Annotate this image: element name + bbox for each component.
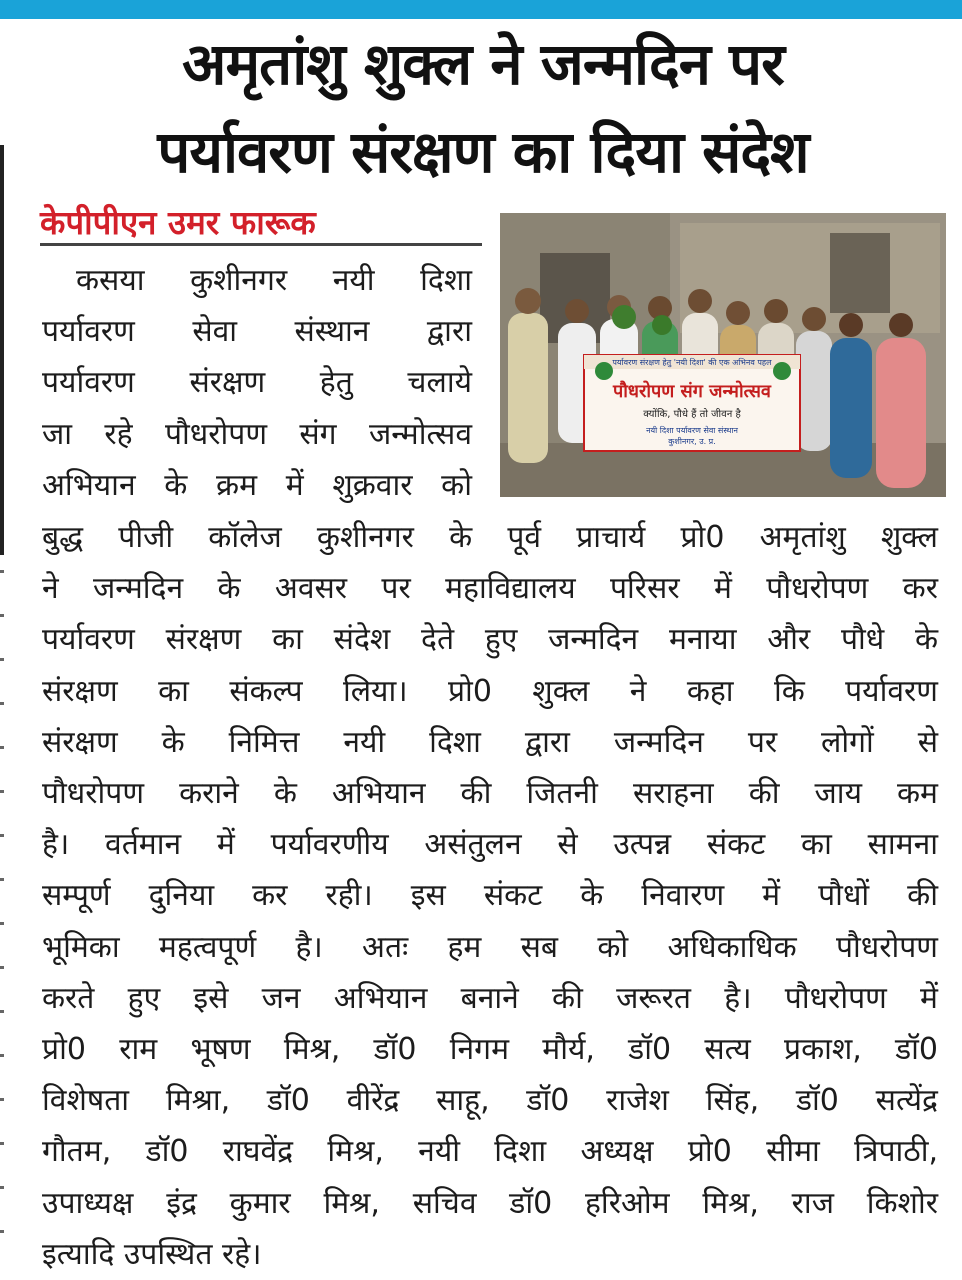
article-line: पर्यावरण संरक्षण का संदेश देते हुए जन्मदिन मनाया और पौधे के [42, 622, 938, 658]
campaign-banner [584, 355, 800, 451]
article-line: अभियान के क्रम में शुक्रवार को [42, 467, 472, 503]
article-line: गौतम, डॉ0 राघवेंद्र मिश्र, नयी दिशा अध्यक्ष प्रो0 सीमा त्रिपाठी, [42, 1134, 938, 1170]
photo-illustration [500, 213, 946, 497]
banner-logo-icon [595, 362, 613, 380]
dotted-column-rule [0, 570, 4, 1270]
article-line: संरक्षण का संकल्प लिया। प्रो0 शुक्ल ने कहा कि पर्यावरण [42, 673, 938, 709]
column-rule [0, 145, 4, 555]
article-line: बुद्ध पीजी कॉलेज कुशीनगर के पूर्व प्राचार्य प्रो0 अमृतांशु शुक्ल [42, 520, 938, 555]
article-line: पौधरोपण कराने के अभियान की जितनी सराहना की जाय कम [42, 776, 938, 812]
article-body [42, 512, 938, 1280]
banner-logo-icon [773, 362, 791, 380]
article-intro-column [42, 255, 472, 511]
article-line: उपाध्यक्ष इंद्र कुमार मिश्र, सचिव डॉ0 हरिओम मिश्र, राज किशोर [42, 1185, 938, 1221]
article-line: करते हुए इसे जन अभियान बनाने की जरूरत है। पौधरोपण में [42, 980, 938, 1016]
byline: केपीपीएन उमर फारूक [40, 203, 316, 242]
article-line: संरक्षण के निमित्त नयी दिशा द्वारा जन्मदिन पर लोगों से [42, 724, 938, 760]
article-line: सम्पूर्ण दुनिया कर रही। इस संकट के निवारण में पौधों की [42, 878, 938, 914]
byline-underline [40, 243, 482, 246]
banner-title: पौधरोपण संग जन्मोत्सव [613, 381, 771, 402]
news-photo [500, 213, 946, 497]
article-line: है। वर्तमान में पर्यावरणीय असंतुलन से उत्पन्न संकट का सामना [42, 827, 938, 863]
headline-line-1: अमृतांशु शुक्ल ने जन्मदिन पर [182, 30, 784, 98]
article-line: पर्यावरण सेवा संस्थान द्वारा [42, 314, 472, 350]
article-line: पर्यावरण संरक्षण हेतु चलाये [42, 365, 472, 401]
article-line: प्रो0 राम भूषण मिश्र, डॉ0 निगम मौर्य, डॉ0 सत्य प्रकाश, डॉ0 [42, 1032, 938, 1068]
banner-top-text: पर्यावरण संरक्षण हेतु 'नयी दिशा' की एक अभिनव पहल [612, 358, 772, 367]
top-color-bar [0, 0, 962, 19]
banner-place: कुशीनगर, उ. प्र. [668, 437, 716, 446]
article-line: इत्यादि उपस्थित रहे। [42, 1236, 262, 1272]
banner-subtitle: क्योंकि, पौधे हैं तो जीवन है [643, 409, 741, 420]
article-line: जा रहे पौधरोपण संग जन्मोत्सव [42, 416, 472, 452]
headline-line-2: पर्यावरण संरक्षण का दिया संदेश [157, 118, 809, 186]
article-line: विशेषता मिश्रा, डॉ0 वीरेंद्र साहू, डॉ0 राजेश सिंह, डॉ0 सत्येंद्र [42, 1083, 938, 1119]
article-line: ने जन्मदिन के अवसर पर महाविद्यालय परिसर में पौधरोपण कर [42, 571, 938, 607]
article-line: कसया कुशीनगर नयी दिशा [76, 263, 472, 298]
article-line: भूमिका महत्वपूर्ण है। अतः हम सब को अधिकाधिक पौधरोपण [42, 929, 938, 965]
banner-organisation: नयी दिशा पर्यावरण सेवा संस्थान [646, 426, 738, 435]
